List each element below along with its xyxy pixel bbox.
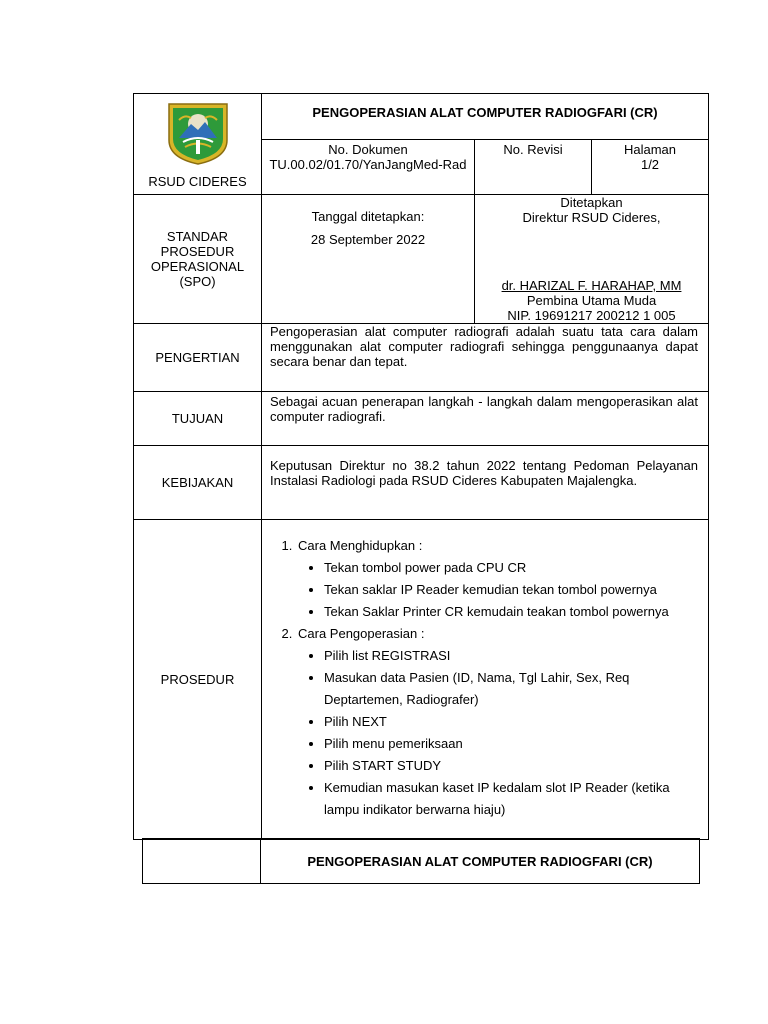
step-substeps: [298, 645, 698, 821]
procedure-steps: [270, 535, 698, 821]
hospital-logo-emblem: [165, 100, 231, 166]
step-title: Cara Pengoperasian :: [298, 626, 425, 641]
approval-cell: [475, 195, 709, 324]
spo-table: [133, 93, 709, 840]
next-page-header-table: [142, 838, 700, 884]
established-label: Ditetapkan: [560, 195, 623, 210]
date-cell: [262, 195, 475, 324]
doc-number-label: No. Dokumen: [328, 142, 408, 157]
signer-rank: Pembina Utama Muda: [526, 293, 657, 308]
step-title: Cara Menghidupkan :: [298, 538, 423, 553]
signer-nip: NIP. 19691217 200212 1 005: [507, 308, 676, 323]
pengertian-label: PENGERTIAN: [134, 324, 262, 392]
page-label: Halaman: [623, 142, 677, 157]
revision-label: No. Revisi: [503, 142, 563, 157]
spo-label-line: PROSEDUR: [160, 244, 235, 259]
substep-item: • Kemudian masukan kaset IP kedalam slot IP Reader (ketika lampu indikator berwarna hiaju): [324, 777, 698, 821]
procedure-step: [296, 535, 698, 623]
kebijakan-label: KEBIJAKAN: [134, 446, 262, 520]
substep-item: • Tekan tombol power pada CPU CR: [324, 557, 698, 579]
next-page-title: PENGOPERASIAN ALAT COMPUTER RADIOGFARI (CR): [261, 839, 700, 884]
prosedur-content: [262, 520, 709, 840]
substep-item: • Pilih list REGISTRASI: [324, 645, 698, 667]
substep-item: • Masukan data Pasien (ID, Nama, Tgl Lahir, Sex, Req Deptartemen, Radiografer): [324, 667, 698, 711]
substep-item: • Pilih START STUDY: [324, 755, 698, 777]
spo-document: [133, 93, 708, 840]
tujuan-text: Sebagai acuan penerapan langkah - langkah dalam mengoperasikan alat computer radiografi.: [262, 392, 709, 446]
date-label: Tanggal ditetapkan:: [311, 209, 425, 224]
tujuan-label: TUJUAN: [134, 392, 262, 446]
doc-number-value: TU.00.02/01.70/YanJangMed-Rad: [269, 157, 467, 172]
prosedur-label: PROSEDUR: [134, 520, 262, 840]
established-by: Direktur RSUD Cideres,: [522, 210, 661, 225]
page-cell: [592, 140, 709, 195]
substep-item: • Pilih menu pemeriksaan: [324, 733, 698, 755]
page-value: 1/2: [640, 157, 660, 172]
substep-item: • Tekan saklar IP Reader kemudian tekan tombol powernya: [324, 579, 698, 601]
next-page-header: [142, 838, 699, 884]
step-substeps: [298, 557, 698, 623]
signature-space: [475, 225, 708, 278]
spo-label-line: OPERASIONAL: [150, 259, 245, 274]
substep-item: • Tekan Saklar Printer CR kemudain teakan tombol powernya: [324, 601, 698, 623]
next-page-logo-cell: [143, 839, 261, 884]
signer-name: dr. HARIZAL F. HARAHAP, MM: [501, 278, 682, 293]
document-title: PENGOPERASIAN ALAT COMPUTER RADIOGFARI (CR): [262, 94, 709, 140]
procedure-step: [296, 623, 698, 821]
hospital-name: RSUD CIDERES: [148, 174, 247, 189]
date-value: 28 September 2022: [310, 232, 426, 247]
spo-label-line: STANDAR: [166, 229, 229, 244]
doc-number-cell: [262, 140, 475, 195]
spo-label-cell: [134, 195, 262, 324]
revision-cell: [475, 140, 592, 195]
spo-label-line: (SPO): [179, 274, 216, 289]
kebijakan-text: Keputusan Direktur no 38.2 tahun 2022 tentang Pedoman Pelayanan Instalasi Radiologi pada RSUD Cideres Kabupaten Majalengka.: [262, 446, 709, 520]
pengertian-text: Pengoperasian alat computer radiografi adalah suatu tata cara dalam menggunakan alat computer radiografi sehingga penggunaanya dapat secara benar dan tepat.: [262, 324, 709, 392]
hospital-logo-cell: [134, 94, 262, 195]
substep-item: • Pilih NEXT: [324, 711, 698, 733]
